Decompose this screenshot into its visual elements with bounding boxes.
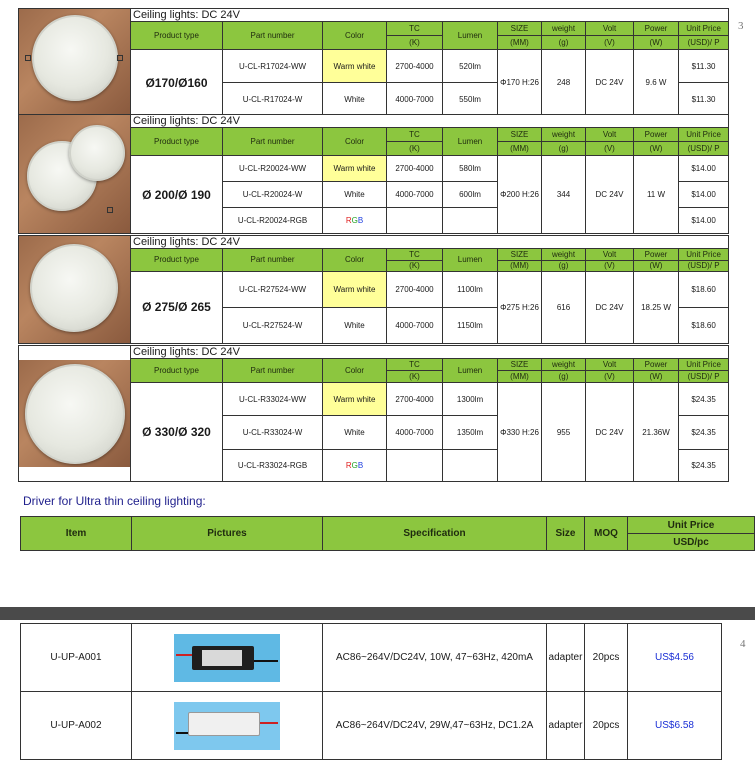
ceiling-light-image — [19, 115, 130, 233]
header-power-unit: (W) — [634, 142, 679, 156]
color-cell: Warm white — [323, 50, 387, 83]
header-color: Color — [323, 22, 387, 50]
product-table-r330 — [18, 345, 729, 482]
header-part-number: Part number — [223, 22, 323, 50]
size-cell: Φ330 H:26 — [498, 383, 542, 482]
moq-cell: 20pcs — [585, 692, 628, 760]
size-cell: Φ170 H:26 — [498, 50, 542, 116]
header-product-type: Product type — [131, 128, 223, 156]
header-tc-unit: (K) — [387, 260, 443, 271]
power-cell: 21.36W — [634, 383, 679, 482]
header-price-unit: (USD)/ P — [679, 36, 729, 50]
price-cell: $14.00 — [679, 182, 729, 208]
header-unit-price: Unit Price — [628, 517, 755, 534]
part-number-cell: U-CL-R20024-WW — [223, 156, 323, 182]
lumen-cell — [443, 450, 498, 482]
header-power: Power — [634, 128, 679, 142]
header-pictures: Pictures — [132, 517, 323, 551]
header-size: SIZE — [498, 249, 542, 261]
price-cell: $24.35 — [679, 450, 729, 482]
driver-caption: Driver for Ultra thin ceiling lighting: — [23, 494, 206, 508]
driver-image — [174, 634, 280, 682]
header-power: Power — [634, 22, 679, 36]
header-size-unit: (MM) — [498, 371, 542, 383]
section-title: Ceiling lights: DC 24V — [131, 9, 729, 22]
product-type-cell: Ø170/Ø160 — [131, 50, 223, 116]
catalog-page-4 — [0, 620, 755, 768]
header-volt: Volt — [586, 249, 634, 261]
header-weight-unit: (g) — [542, 142, 586, 156]
header-weight: weight — [542, 22, 586, 36]
header-specification: Specification — [323, 517, 547, 551]
tc-cell: 4000-7000 — [387, 83, 443, 116]
header-power: Power — [634, 249, 679, 261]
tc-cell: 2700-4000 — [387, 271, 443, 308]
header-product-type: Product type — [131, 22, 223, 50]
header-size-unit: (MM) — [498, 260, 542, 271]
color-cell: White — [323, 416, 387, 450]
tc-cell: 2700-4000 — [387, 156, 443, 182]
picture-cell — [132, 624, 323, 692]
color-cell: Warm white — [323, 383, 387, 416]
header-color: Color — [323, 128, 387, 156]
header-power-unit: (W) — [634, 260, 679, 271]
part-number-cell: U-CL-R27524-WW — [223, 271, 323, 308]
lumen-cell: 520lm — [443, 50, 498, 83]
tc-cell — [387, 208, 443, 234]
weight-cell: 616 — [542, 271, 586, 344]
lumen-cell: 550lm — [443, 83, 498, 116]
price-cell: $14.00 — [679, 208, 729, 234]
price-cell: US$4.56 — [628, 624, 722, 692]
part-number-cell: U-CL-R33024-W — [223, 416, 323, 450]
header-size-unit: (MM) — [498, 36, 542, 50]
power-cell: 11 W — [634, 156, 679, 234]
product-type-cell: Ø 275/Ø 265 — [131, 271, 223, 344]
product-type-cell: Ø 200/Ø 190 — [131, 156, 223, 234]
volt-cell: DC 24V — [586, 271, 634, 344]
header-tc: TC — [387, 249, 443, 261]
header-tc-unit: (K) — [387, 142, 443, 156]
color-cell: White — [323, 83, 387, 116]
lumen-cell: 1100lm — [443, 271, 498, 308]
product-type-cell: Ø 330/Ø 320 — [131, 383, 223, 482]
header-color: Color — [323, 249, 387, 272]
header-tc: TC — [387, 22, 443, 36]
color-cell: White — [323, 308, 387, 344]
product-table-r170 — [18, 8, 729, 116]
volt-cell: DC 24V — [586, 156, 634, 234]
header-product-type: Product type — [131, 249, 223, 272]
header-tc-unit: (K) — [387, 371, 443, 383]
header-size: SIZE — [498, 359, 542, 371]
price-cell: $14.00 — [679, 156, 729, 182]
product-photo — [19, 9, 131, 116]
header-weight: weight — [542, 128, 586, 142]
price-cell: $18.60 — [679, 308, 729, 344]
driver-header-table — [20, 516, 755, 551]
spec-cell: AC86~264V/DC24V, 29W,47~63Hz, DC1.2A — [323, 692, 547, 760]
driver-table — [20, 623, 722, 760]
volt-cell: DC 24V — [586, 50, 634, 116]
power-cell: 18.25 W — [634, 271, 679, 344]
color-cell: White — [323, 182, 387, 208]
product-photo — [19, 115, 131, 234]
header-tc: TC — [387, 128, 443, 142]
lumen-cell: 1300lm — [443, 383, 498, 416]
header-lumen: Lumen — [443, 359, 498, 383]
weight-cell: 955 — [542, 383, 586, 482]
product-table-r200 — [18, 114, 729, 234]
color-cell-rgb: RGB — [323, 208, 387, 234]
price-cell: $18.60 — [679, 271, 729, 308]
price-cell: $24.35 — [679, 383, 729, 416]
header-lumen: Lumen — [443, 249, 498, 272]
tc-cell: 2700-4000 — [387, 383, 443, 416]
price-cell: $11.30 — [679, 50, 729, 83]
header-volt: Volt — [586, 359, 634, 371]
size-cell: adapter — [547, 692, 585, 760]
power-cell: 9.6 W — [634, 50, 679, 116]
header-size: SIZE — [498, 128, 542, 142]
section-title: Ceiling lights: DC 24V — [131, 236, 729, 249]
tc-cell: 4000-7000 — [387, 182, 443, 208]
header-price: Unit Price — [679, 249, 729, 261]
tc-cell — [387, 450, 443, 482]
ceiling-light-image — [19, 236, 130, 343]
tc-cell: 4000-7000 — [387, 308, 443, 344]
item-cell: U-UP-A001 — [21, 624, 132, 692]
price-cell: $11.30 — [679, 83, 729, 116]
header-lumen: Lumen — [443, 128, 498, 156]
header-lumen: Lumen — [443, 22, 498, 50]
header-tc-unit: (K) — [387, 36, 443, 50]
header-price-unit: (USD)/ P — [679, 260, 729, 271]
header-price-unit: (USD)/ P — [679, 142, 729, 156]
weight-cell: 248 — [542, 50, 586, 116]
section-title: Ceiling lights: DC 24V — [131, 115, 729, 128]
volt-cell: DC 24V — [586, 383, 634, 482]
header-size: Size — [547, 517, 585, 551]
price-cell: US$6.58 — [628, 692, 722, 760]
lumen-cell: 1350lm — [443, 416, 498, 450]
header-product-type: Product type — [131, 359, 223, 383]
header-volt: Volt — [586, 22, 634, 36]
header-weight: weight — [542, 359, 586, 371]
ceiling-light-image — [19, 360, 130, 467]
driver-image — [174, 702, 280, 750]
ceiling-light-image — [19, 9, 130, 115]
header-color: Color — [323, 359, 387, 383]
page-separator — [0, 607, 755, 620]
color-cell-rgb: RGB — [323, 450, 387, 482]
product-photo — [19, 346, 131, 482]
part-number-cell: U-CL-R27524-W — [223, 308, 323, 344]
size-cell: adapter — [547, 624, 585, 692]
header-item: Item — [21, 517, 132, 551]
part-number-cell: U-CL-R17024-WW — [223, 50, 323, 83]
header-volt-unit: (V) — [586, 36, 634, 50]
header-volt: Volt — [586, 128, 634, 142]
weight-cell: 344 — [542, 156, 586, 234]
header-power-unit: (W) — [634, 36, 679, 50]
header-volt-unit: (V) — [586, 260, 634, 271]
size-cell: Φ200 H:26 — [498, 156, 542, 234]
product-photo — [19, 236, 131, 344]
size-cell: Φ275 H:26 — [498, 271, 542, 344]
lumen-cell: 580lm — [443, 156, 498, 182]
page-number: 4 — [740, 638, 746, 650]
header-moq: MOQ — [585, 517, 628, 551]
table-row — [21, 624, 722, 692]
page-number: 3 — [738, 20, 744, 32]
lumen-cell: 1150lm — [443, 308, 498, 344]
color-cell: Warm white — [323, 156, 387, 182]
header-tc: TC — [387, 359, 443, 371]
header-unit-price-sub: USD/pc — [628, 534, 755, 551]
lumen-cell — [443, 208, 498, 234]
header-part-number: Part number — [223, 359, 323, 383]
lumen-cell: 600lm — [443, 182, 498, 208]
header-price: Unit Price — [679, 22, 729, 36]
header-weight-unit: (g) — [542, 260, 586, 271]
section-title: Ceiling lights: DC 24V — [131, 346, 729, 359]
header-weight-unit: (g) — [542, 371, 586, 383]
header-part-number: Part number — [223, 249, 323, 272]
tc-cell: 2700-4000 — [387, 50, 443, 83]
spec-cell: AC86~264V/DC24V, 10W, 47~63Hz, 420mA — [323, 624, 547, 692]
tc-cell: 4000-7000 — [387, 416, 443, 450]
part-number-cell: U-CL-R20024-W — [223, 182, 323, 208]
picture-cell — [132, 692, 323, 760]
header-price: Unit Price — [679, 359, 729, 371]
moq-cell: 20pcs — [585, 624, 628, 692]
part-number-cell: U-CL-R33024-RGB — [223, 450, 323, 482]
header-weight: weight — [542, 249, 586, 261]
color-cell: Warm white — [323, 271, 387, 308]
header-part-number: Part number — [223, 128, 323, 156]
header-size: SIZE — [498, 22, 542, 36]
item-cell: U-UP-A002 — [21, 692, 132, 760]
header-price: Unit Price — [679, 128, 729, 142]
header-power: Power — [634, 359, 679, 371]
table-row — [21, 692, 722, 760]
header-price-unit: (USD)/ P — [679, 371, 729, 383]
part-number-cell: U-CL-R17024-W — [223, 83, 323, 116]
part-number-cell: U-CL-R33024-WW — [223, 383, 323, 416]
header-weight-unit: (g) — [542, 36, 586, 50]
header-volt-unit: (V) — [586, 142, 634, 156]
header-power-unit: (W) — [634, 371, 679, 383]
product-table-r275 — [18, 235, 729, 344]
part-number-cell: U-CL-R20024-RGB — [223, 208, 323, 234]
price-cell: $24.35 — [679, 416, 729, 450]
header-volt-unit: (V) — [586, 371, 634, 383]
header-size-unit: (MM) — [498, 142, 542, 156]
